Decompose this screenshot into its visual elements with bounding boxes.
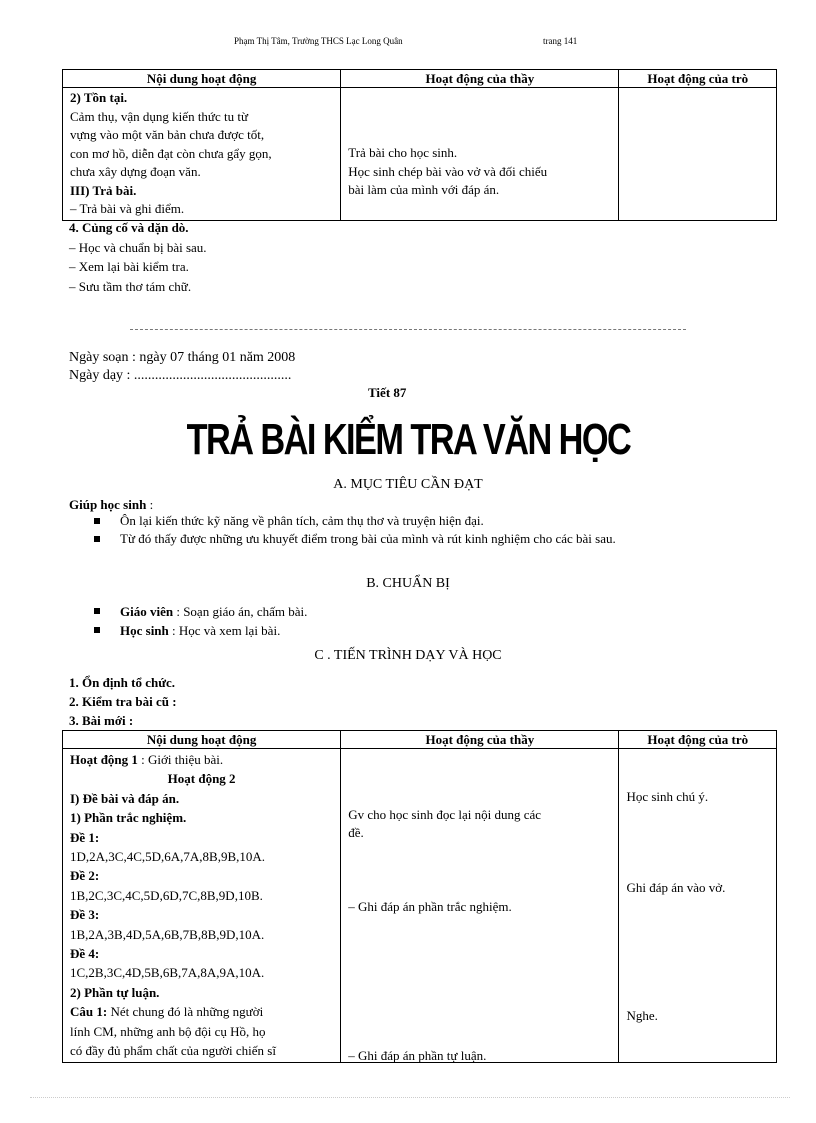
cell-line: 1D,2A,3C,4C,5D,6A,7A,8B,9B,10A. — [70, 849, 266, 865]
column-header: Hoạt động của trò — [619, 731, 777, 749]
cell-line: 2) Tồn tại. — [70, 90, 128, 105]
intro-suffix: : — [146, 497, 154, 512]
column-header: Nội dung hoạt động — [63, 70, 341, 88]
cell-line: Đề 4: — [70, 946, 100, 962]
separator-line — [130, 329, 686, 330]
dates — [69, 349, 295, 385]
table-row — [63, 749, 777, 1063]
content-cell — [63, 749, 341, 1063]
cell-line: Đề 2: — [70, 868, 100, 884]
column-header: Hoạt động của thầy — [341, 70, 619, 88]
consolidation-heading: 4. Củng cố và dặn dò. — [69, 220, 189, 235]
list-item: Ôn lại kiến thức kỹ năng về phân tích, cảm thụ thơ và truyện hiện đại. — [120, 512, 730, 530]
header-author: Phạm Thị Tâm, Trường THCS Lạc Long Quân — [234, 36, 403, 46]
cell-line: lính CM, những anh bộ đội cụ Hồ, họ — [70, 1023, 266, 1039]
cell-line: – Ghi đáp án phần trắc nghiệm. — [348, 899, 512, 914]
header-page-number: trang 141 — [543, 36, 578, 46]
section-c-steps — [69, 673, 177, 730]
cell-line: Cảm thụ, vận dụng kiến thức tu từ — [70, 108, 249, 124]
table-header-row — [63, 731, 777, 749]
cell-line: 1B,2A,3B,4D,5A,6B,7B,8B,9D,10A. — [70, 926, 265, 942]
list-item: Giáo viên : Soạn giáo án, chấm bài. — [120, 602, 720, 621]
cell-line: Học sinh chép bài vào vở và đối chiếu — [348, 163, 548, 179]
content-cell — [63, 88, 341, 221]
cell-line: 1) Phần trắc nghiệm. — [70, 810, 187, 826]
consolidation-item: – Sưu tầm thơ tám chữ. — [69, 278, 192, 294]
list-item: Học sinh : Học và xem lại bài. — [120, 621, 720, 640]
cell-line: Hoạt động 1 : Giới thiệu bài. — [70, 752, 224, 767]
cell-line: Đề 1: — [70, 829, 100, 845]
cell-line: Nghe. — [626, 1008, 658, 1023]
cell-line: Đề 3: — [70, 907, 100, 923]
cell-line: III) Trả bài. — [70, 182, 137, 198]
section-c-title: C . TIẾN TRÌNH DẠY VÀ HỌC — [314, 648, 502, 663]
cell-line: – Trả bài và ghi điểm. — [70, 201, 185, 216]
cell-line: đề. — [348, 825, 364, 840]
student-cell — [619, 88, 777, 221]
cell-line: – Ghi đáp án phần tự luận. — [348, 1048, 487, 1063]
step-item: 1. Ổn định tổ chức. — [69, 675, 176, 690]
cell-line: Ghi đáp án vào vở. — [626, 880, 726, 895]
cell-line: I) Đề bài và đáp án. — [70, 790, 180, 806]
cell-line: Câu 1: Nét chung đó là những người — [70, 1004, 264, 1020]
footer-divider — [30, 1097, 790, 1098]
student-cell — [619, 749, 777, 1063]
cell-line: có đầy đủ phẩm chất của người chiến sĩ — [70, 1043, 276, 1059]
table-header-row — [63, 70, 777, 88]
section-a-title: A. MỤC TIÊU CẦN ĐẠT — [333, 477, 483, 492]
intro-label: Giúp học sinh — [69, 497, 147, 512]
activity-table-1 — [62, 69, 777, 221]
square-bullet-icon — [94, 518, 100, 524]
lesson-number: Tiết 87 — [368, 385, 407, 400]
cell-line: Gv cho học sinh đọc lại nội dung các — [348, 807, 542, 822]
column-header: Hoạt động của trò — [619, 70, 777, 88]
consolidation-item: – Xem lại bài kiểm tra. — [69, 259, 189, 274]
column-header: Nội dung hoạt động — [63, 731, 341, 749]
consolidation-section — [69, 219, 207, 296]
column-header: Hoạt động của thầy — [341, 731, 619, 749]
section-b-bullets — [120, 602, 720, 640]
cell-line: chưa xây dựng đoạn văn. — [70, 164, 201, 179]
teach-date: Ngày dạy : ............................................. — [69, 368, 292, 383]
cell-line: con mơ hồ, diễn đạt còn chưa gẩy gọn, — [70, 145, 272, 161]
teacher-cell — [341, 749, 619, 1063]
table-row — [63, 88, 777, 221]
cell-line: Hoạt động 2 — [167, 771, 236, 787]
cell-line: 1B,2C,3C,4C,5D,6D,7C,8B,9D,10B. — [70, 887, 263, 903]
cell-line: 1C,2B,3C,4D,5B,6B,7A,8A,9A,10A. — [70, 965, 265, 981]
step-item: 3. Bài mới : — [69, 713, 134, 728]
square-bullet-icon — [94, 608, 100, 614]
square-bullet-icon — [94, 536, 100, 542]
list-item: Từ đó thấy được những ưu khuyết điểm trong bài của mình và rút kinh nghiệm cho các bài sau. — [120, 530, 730, 548]
step-item: 2. Kiểm tra bài cũ : — [69, 694, 177, 709]
activity-table-2 — [62, 730, 777, 1063]
section-a-bullets — [120, 512, 730, 548]
cell-line: vựng vào một văn bản chưa được tốt, — [70, 127, 265, 142]
cell-line: Học sinh chú ý. — [626, 789, 709, 804]
prep-date: Ngày soạn : ngày 07 tháng 01 năm 2008 — [69, 350, 296, 365]
cell-line: bài làm của mình với đáp án. — [348, 182, 500, 197]
cell-line: 2) Phần tự luận. — [70, 984, 160, 1000]
teacher-cell — [341, 88, 619, 221]
consolidation-item: – Học và chuẩn bị bài sau. — [69, 239, 207, 255]
square-bullet-icon — [94, 627, 100, 633]
cell-line: Trả bài cho học sinh. — [348, 145, 458, 160]
section-b-title: B. CHUẨN BỊ — [366, 576, 450, 591]
main-title: TRẢ BÀI KIỂM TRA VĂN HỌC — [186, 415, 631, 464]
